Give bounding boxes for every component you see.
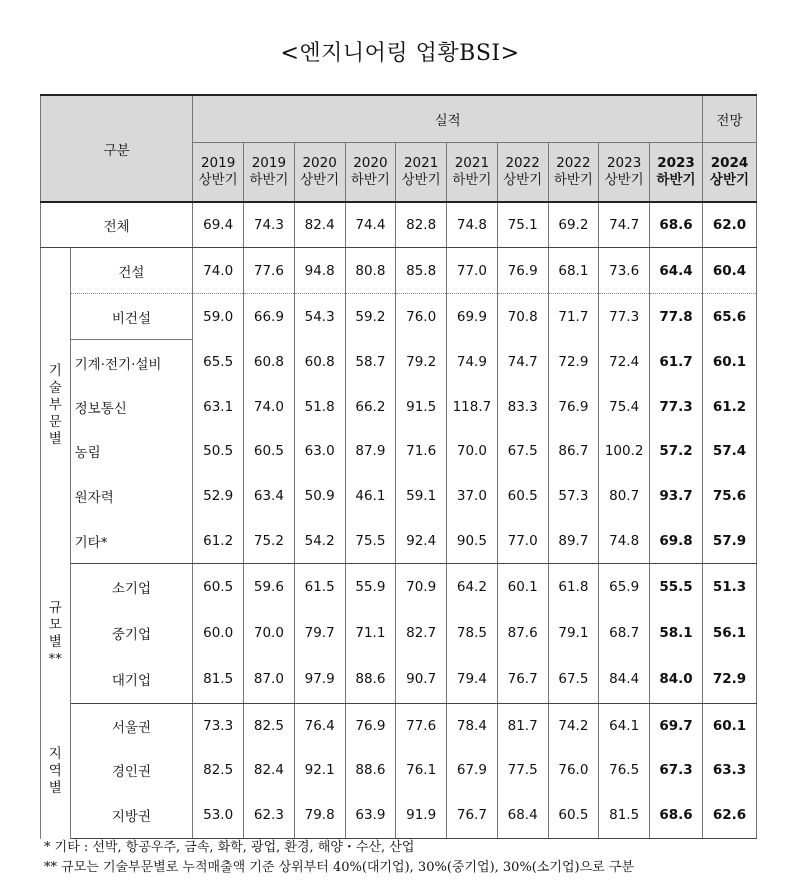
value-cell: 79.1: [548, 610, 599, 655]
value-cell: 69.9: [447, 294, 498, 340]
footnotes: [44, 838, 634, 878]
footnote-size: ** 규모는 기술부문별로 누적매출액 기준 상위부터 40%(대기업), 30%(중기업), 30%(소기업)으로 구분: [44, 860, 634, 875]
value-cell: 60.1: [702, 704, 756, 749]
group-label-char: 규: [48, 599, 62, 616]
header-period: [345, 143, 396, 203]
row-label: 건설: [70, 248, 193, 294]
period-half: 하반기: [656, 172, 696, 188]
period-half: 상반기: [503, 172, 543, 188]
value-cell: 69.8: [650, 518, 703, 564]
value-cell: 85.8: [396, 248, 447, 294]
group-label-size: [41, 564, 71, 704]
table-body: [41, 95, 757, 839]
row-label: 지방권: [70, 792, 193, 839]
period-half: 상반기: [300, 172, 340, 188]
header-period: [548, 143, 599, 203]
value-cell: 60.5: [193, 564, 244, 611]
value-cell: 81.5: [599, 792, 650, 839]
group-label-char: 술: [48, 380, 62, 397]
row-label: 정보통신: [70, 385, 193, 429]
value-cell: 68.4: [497, 792, 548, 839]
value-cell: 66.9: [244, 294, 295, 340]
value-cell: 60.1: [702, 340, 756, 386]
value-cell: 62.0: [702, 202, 756, 248]
value-cell: 76.1: [396, 748, 447, 792]
group-label-char: **: [48, 650, 63, 667]
row-label: 기계·전기·설비: [70, 340, 193, 386]
value-cell: 76.5: [599, 748, 650, 792]
value-cell: 75.1: [497, 202, 548, 248]
value-cell: 60.0: [193, 610, 244, 655]
value-cell: 92.1: [294, 748, 345, 792]
value-cell: 71.1: [345, 610, 396, 655]
value-cell: 77.0: [447, 248, 498, 294]
group-label-char: 별: [48, 633, 62, 650]
period-year: 2020: [353, 155, 388, 171]
value-cell: 87.6: [497, 610, 548, 655]
period-year: 2019: [200, 155, 236, 171]
value-cell: 79.4: [447, 655, 498, 704]
value-cell: 91.9: [396, 792, 447, 839]
value-cell: 77.6: [244, 248, 295, 294]
value-cell: 46.1: [345, 473, 396, 518]
row-label: 농림: [70, 429, 193, 473]
value-cell: 63.0: [294, 429, 345, 473]
value-cell: 55.5: [650, 564, 703, 611]
value-cell: 62.6: [702, 792, 756, 839]
value-cell: 61.7: [650, 340, 703, 386]
header-period: [396, 143, 447, 203]
value-cell: 74.7: [599, 202, 650, 248]
value-cell: 78.4: [447, 704, 498, 749]
value-cell: 82.8: [396, 202, 447, 248]
value-cell: 77.3: [599, 294, 650, 340]
value-cell: 67.5: [497, 429, 548, 473]
value-cell: 70.8: [497, 294, 548, 340]
value-cell: 65.5: [193, 340, 244, 386]
value-cell: 57.2: [650, 429, 703, 473]
value-cell: 76.4: [294, 704, 345, 749]
row-label: 비건설: [70, 294, 193, 340]
value-cell: 89.7: [548, 518, 599, 564]
header-period: [294, 143, 345, 203]
value-cell: 76.9: [548, 385, 599, 429]
value-cell: 76.7: [497, 655, 548, 704]
value-cell: 69.4: [193, 202, 244, 248]
value-cell: 77.6: [396, 704, 447, 749]
value-cell: 82.4: [294, 202, 345, 248]
value-cell: 72.9: [548, 340, 599, 386]
period-half: 상반기: [604, 172, 644, 188]
value-cell: 78.5: [447, 610, 498, 655]
period-year: 2021: [454, 155, 490, 171]
period-year: 2020: [302, 155, 337, 171]
value-cell: 68.1: [548, 248, 599, 294]
value-cell: 67.3: [650, 748, 703, 792]
value-cell: 64.1: [599, 704, 650, 749]
value-cell: 82.5: [193, 748, 244, 792]
value-cell: 88.6: [345, 748, 396, 792]
value-cell: 77.3: [650, 385, 703, 429]
header-period: [599, 143, 650, 203]
value-cell: 76.9: [345, 704, 396, 749]
value-cell: 86.7: [548, 429, 599, 473]
value-cell: 74.8: [447, 202, 498, 248]
header-period: [244, 143, 295, 203]
value-cell: 65.6: [702, 294, 756, 340]
value-cell: 67.9: [447, 748, 498, 792]
value-cell: 58.7: [345, 340, 396, 386]
value-cell: 76.0: [396, 294, 447, 340]
value-cell: 60.5: [497, 473, 548, 518]
value-cell: 73.3: [193, 704, 244, 749]
value-cell: 74.4: [345, 202, 396, 248]
value-cell: 84.4: [599, 655, 650, 704]
value-cell: 100.2: [599, 429, 650, 473]
value-cell: 74.3: [244, 202, 295, 248]
group-label-region: [41, 704, 71, 839]
row-label: 대기업: [70, 655, 193, 704]
value-cell: 60.4: [702, 248, 756, 294]
value-cell: 68.6: [650, 202, 703, 248]
header-period: [702, 143, 756, 203]
value-cell: 75.2: [244, 518, 295, 564]
value-cell: 118.7: [447, 385, 498, 429]
value-cell: 94.8: [294, 248, 345, 294]
period-year: 2022: [505, 155, 540, 171]
group-label-char: 기: [48, 363, 62, 380]
period-year: 2024: [710, 155, 749, 171]
value-cell: 66.2: [345, 385, 396, 429]
value-cell: 50.9: [294, 473, 345, 518]
value-cell: 76.9: [497, 248, 548, 294]
value-cell: 68.6: [650, 792, 703, 839]
value-cell: 72.9: [702, 655, 756, 704]
header-period: [650, 143, 703, 203]
period-half: 하반기: [350, 172, 390, 188]
value-cell: 57.4: [702, 429, 756, 473]
total-label: 전체: [41, 202, 193, 248]
page-title: <엔지니어링 업황BSI>: [280, 41, 520, 66]
group-label-char: 별: [48, 431, 62, 448]
value-cell: 91.5: [396, 385, 447, 429]
value-cell: 61.5: [294, 564, 345, 611]
value-cell: 76.7: [447, 792, 498, 839]
row-label: 원자력: [70, 473, 193, 518]
value-cell: 60.8: [294, 340, 345, 386]
period-half: 하반기: [553, 172, 593, 188]
value-cell: 70.0: [244, 610, 295, 655]
value-cell: 73.6: [599, 248, 650, 294]
value-cell: 60.5: [244, 429, 295, 473]
header-actual: 실적: [193, 95, 703, 143]
value-cell: 74.8: [599, 518, 650, 564]
value-cell: 54.2: [294, 518, 345, 564]
group-label-char: 부: [48, 397, 62, 414]
value-cell: 69.2: [548, 202, 599, 248]
value-cell: 63.9: [345, 792, 396, 839]
period-half: 상반기: [401, 172, 441, 188]
value-cell: 74.9: [447, 340, 498, 386]
period-half: 상반기: [709, 172, 750, 188]
value-cell: 63.3: [702, 748, 756, 792]
value-cell: 79.2: [396, 340, 447, 386]
value-cell: 74.0: [244, 385, 295, 429]
value-cell: 88.6: [345, 655, 396, 704]
value-cell: 51.8: [294, 385, 345, 429]
row-label: 서울권: [70, 704, 193, 749]
header-period: [497, 143, 548, 203]
value-cell: 81.5: [193, 655, 244, 704]
value-cell: 55.9: [345, 564, 396, 611]
group-label-tech: [41, 248, 71, 564]
value-cell: 80.8: [345, 248, 396, 294]
value-cell: 61.8: [548, 564, 599, 611]
period-half: 상반기: [198, 172, 238, 188]
value-cell: 79.7: [294, 610, 345, 655]
value-cell: 64.4: [650, 248, 703, 294]
bsi-table: [40, 94, 757, 839]
value-cell: 75.4: [599, 385, 650, 429]
row-label: 기타*: [70, 518, 193, 564]
group-label-char: 역: [48, 762, 62, 779]
value-cell: 93.7: [650, 473, 703, 518]
period-year: 2023: [606, 155, 642, 171]
value-cell: 74.0: [193, 248, 244, 294]
header-period: [447, 143, 498, 203]
value-cell: 77.5: [497, 748, 548, 792]
value-cell: 82.7: [396, 610, 447, 655]
value-cell: 63.4: [244, 473, 295, 518]
value-cell: 83.3: [497, 385, 548, 429]
group-label-char: 모: [48, 616, 62, 633]
value-cell: 90.5: [447, 518, 498, 564]
value-cell: 71.7: [548, 294, 599, 340]
value-cell: 68.7: [599, 610, 650, 655]
row-label: 소기업: [70, 564, 193, 611]
period-year: 2019: [251, 155, 287, 171]
period-year: 2021: [403, 155, 439, 171]
value-cell: 75.6: [702, 473, 756, 518]
period-year: 2023: [657, 155, 695, 171]
header-period: [193, 143, 244, 203]
value-cell: 69.7: [650, 704, 703, 749]
value-cell: 70.0: [447, 429, 498, 473]
value-cell: 79.8: [294, 792, 345, 839]
value-cell: 57.9: [702, 518, 756, 564]
value-cell: 92.4: [396, 518, 447, 564]
period-half: 하반기: [452, 172, 492, 188]
value-cell: 59.6: [244, 564, 295, 611]
value-cell: 70.9: [396, 564, 447, 611]
value-cell: 64.2: [447, 564, 498, 611]
value-cell: 60.1: [497, 564, 548, 611]
value-cell: 50.5: [193, 429, 244, 473]
group-label-char: 지: [48, 745, 62, 762]
value-cell: 82.5: [244, 704, 295, 749]
value-cell: 60.5: [548, 792, 599, 839]
value-cell: 77.8: [650, 294, 703, 340]
value-cell: 84.0: [650, 655, 703, 704]
value-cell: 54.3: [294, 294, 345, 340]
value-cell: 81.7: [497, 704, 548, 749]
value-cell: 75.5: [345, 518, 396, 564]
header-outlook: 전망: [702, 95, 756, 143]
value-cell: 80.7: [599, 473, 650, 518]
group-label-char: 별: [48, 779, 62, 796]
value-cell: 63.1: [193, 385, 244, 429]
value-cell: 61.2: [702, 385, 756, 429]
value-cell: 74.2: [548, 704, 599, 749]
value-cell: 60.8: [244, 340, 295, 386]
value-cell: 56.1: [702, 610, 756, 655]
value-cell: 77.0: [497, 518, 548, 564]
group-label-char: 문: [48, 414, 62, 431]
header-category: 구분: [41, 95, 193, 202]
period-half: 하반기: [249, 172, 289, 188]
value-cell: 53.0: [193, 792, 244, 839]
value-cell: 71.6: [396, 429, 447, 473]
value-cell: 87.9: [345, 429, 396, 473]
value-cell: 97.9: [294, 655, 345, 704]
value-cell: 90.7: [396, 655, 447, 704]
value-cell: 61.2: [193, 518, 244, 564]
value-cell: 76.0: [548, 748, 599, 792]
value-cell: 59.2: [345, 294, 396, 340]
value-cell: 59.0: [193, 294, 244, 340]
value-cell: 67.5: [548, 655, 599, 704]
footnote-other: * 기타 : 선박, 항공우주, 금속, 화학, 광업, 환경, 해양・수산, 산업: [44, 840, 415, 855]
value-cell: 87.0: [244, 655, 295, 704]
value-cell: 74.7: [497, 340, 548, 386]
value-cell: 65.9: [599, 564, 650, 611]
value-cell: 51.3: [702, 564, 756, 611]
value-cell: 52.9: [193, 473, 244, 518]
value-cell: 72.4: [599, 340, 650, 386]
value-cell: 58.1: [650, 610, 703, 655]
value-cell: 37.0: [447, 473, 498, 518]
period-year: 2022: [556, 155, 591, 171]
value-cell: 59.1: [396, 473, 447, 518]
row-label: 중기업: [70, 610, 193, 655]
value-cell: 57.3: [548, 473, 599, 518]
value-cell: 82.4: [244, 748, 295, 792]
value-cell: 62.3: [244, 792, 295, 839]
row-label: 경인권: [70, 748, 193, 792]
